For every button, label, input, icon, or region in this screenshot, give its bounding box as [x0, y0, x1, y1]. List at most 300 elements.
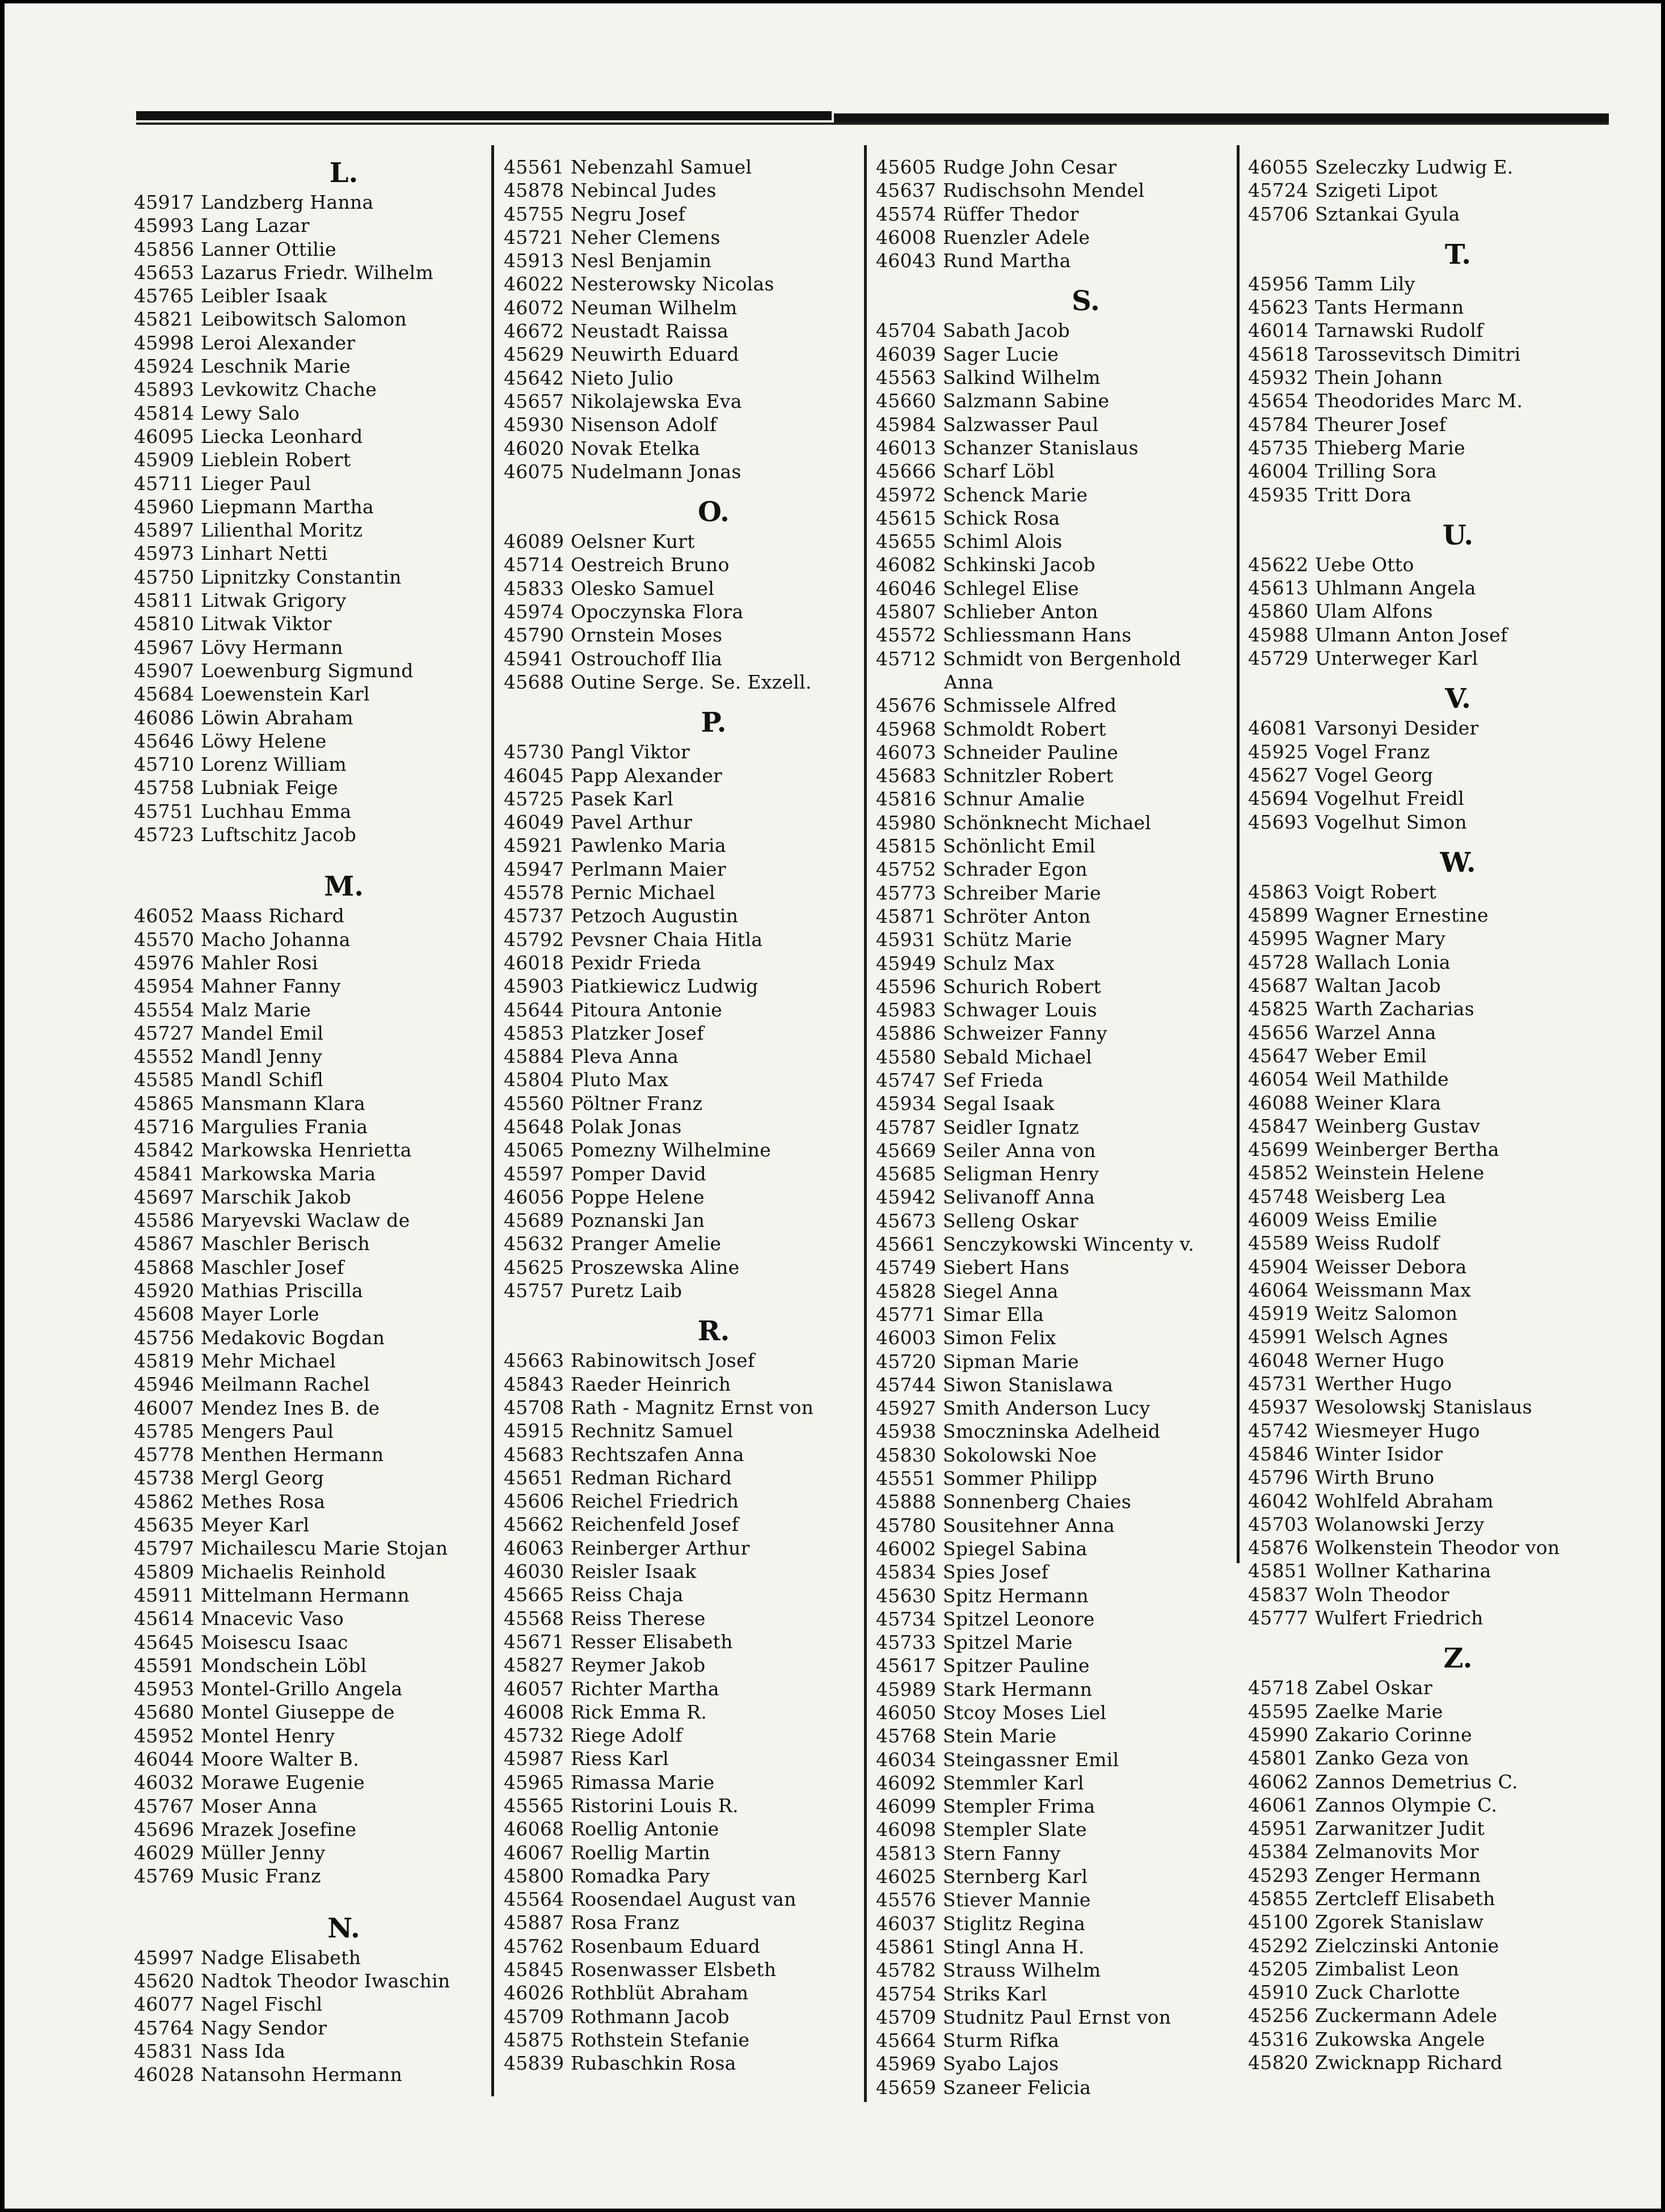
list-item [1248, 1231, 1617, 1255]
list-item [1248, 2004, 1617, 2027]
entry-number: 45580 [876, 1045, 937, 1068]
list-item [504, 343, 872, 366]
entry-name: Mendez Ines B. de [201, 1396, 380, 1419]
entry-name: Morawe Eugenie [201, 1771, 365, 1794]
entry-name: Stempler Frima [943, 1795, 1095, 1818]
entry-number: 45828 [876, 1280, 937, 1302]
entry-number: 45673 [876, 1209, 937, 1232]
list-item [876, 1631, 1245, 1654]
entry-number: 45552 [134, 1045, 195, 1068]
entry-number: 45765 [134, 285, 195, 307]
entry-name: Nadge Elisabeth [201, 1946, 361, 1969]
entry-name: Schnur Amalie [943, 788, 1085, 810]
list-item [134, 951, 503, 974]
list-item [1248, 1559, 1617, 1582]
entry-name: Ruenzler Adele [943, 226, 1090, 248]
list-item [1248, 1091, 1617, 1115]
entry-number: 46072 [504, 296, 564, 319]
entry-number: 45860 [1248, 600, 1309, 623]
entry-name: Schkinski Jacob [943, 554, 1095, 576]
entry-number: 45622 [1248, 553, 1309, 576]
entry-number: 45709 [876, 2006, 937, 2028]
entry-number: 45843 [504, 1373, 564, 1395]
entry-name: Zabel Oskar [1315, 1677, 1433, 1699]
list-item [134, 589, 503, 612]
list-item [1248, 1864, 1617, 1887]
entry-name: Syabo Lajos [943, 2053, 1059, 2075]
entry-number: 45856 [134, 238, 195, 260]
entry-name: Sef Frieda [943, 1069, 1044, 1091]
entry-number: 45941 [504, 647, 564, 670]
list-item [876, 881, 1245, 905]
list-item [1248, 810, 1617, 834]
list-item [504, 460, 872, 483]
list-item [1248, 1419, 1617, 1442]
entry-name: Reisler Isaak [571, 1560, 697, 1583]
entry-name: Schönknecht Michael [943, 811, 1152, 834]
list-item-continuation: Anna [944, 670, 994, 693]
entry-name: Theodorides Marc M. [1315, 390, 1523, 412]
list-item [504, 998, 872, 1021]
entry-name: Michailescu Marie Stojan [201, 1537, 448, 1560]
entry-number: 45819 [134, 1349, 195, 1372]
list-item [1248, 904, 1617, 927]
list-item [134, 636, 503, 659]
list-item [876, 787, 1245, 810]
list-item [876, 1232, 1245, 1256]
list-item [504, 553, 872, 576]
entry-name: Tarnawski Rudolf [1315, 319, 1483, 342]
entry-number: 45930 [504, 413, 564, 436]
list-item [504, 1373, 872, 1396]
list-item [504, 1771, 872, 1794]
list-item [1248, 1185, 1617, 1208]
list-item [504, 881, 872, 904]
entry-number: 46095 [134, 425, 195, 448]
entry-number: 46008 [504, 1700, 564, 1723]
entry-name: Schiml Alois [943, 530, 1063, 553]
entry-number: 45851 [1248, 1560, 1309, 1582]
entry-name: Salzmann Sabine [943, 390, 1110, 412]
entry-number: 45813 [876, 1842, 937, 1864]
entry-number: 45693 [1248, 810, 1309, 833]
entry-number: 45721 [504, 226, 564, 248]
entry-name: Nudelmann Jonas [571, 460, 741, 483]
entry-number: 46077 [134, 1993, 195, 2016]
list-item [1248, 1981, 1617, 2004]
list-item [134, 518, 503, 542]
list-item [876, 413, 1245, 436]
list-item [1248, 1700, 1617, 1723]
list-item [134, 1864, 503, 1888]
entry-name: Rothmann Jacob [571, 2005, 730, 2028]
entry-name: Zanko Geza von [1315, 1747, 1469, 1770]
list-item [134, 1115, 503, 1138]
entry-name: Ulam Alfons [1315, 600, 1433, 623]
entry-number: 45816 [876, 788, 937, 810]
entry-name: Pleva Anna [571, 1045, 679, 1068]
list-item [1248, 763, 1617, 787]
entry-number: 45967 [134, 636, 195, 658]
entry-number: 45960 [134, 495, 195, 518]
entry-number: 45917 [134, 191, 195, 213]
list-item [876, 2029, 1245, 2052]
list-item [876, 1303, 1245, 1326]
entry-number: 46014 [1248, 319, 1309, 342]
entry-number: 45853 [504, 1021, 564, 1044]
section-letter-heading: P. [701, 707, 727, 739]
entry-name: Spitzer Pauline [943, 1654, 1090, 1677]
list-item [876, 741, 1245, 764]
top-rule-left [136, 111, 832, 120]
entry-number: 45921 [504, 834, 564, 857]
entry-name: Liepmann Martha [201, 495, 374, 518]
entry-name: Reiss Chaja [571, 1584, 684, 1606]
list-item [876, 1771, 1245, 1795]
entry-number: 46064 [1248, 1278, 1309, 1301]
entry-name: Werner Hugo [1315, 1349, 1444, 1371]
list-item [1248, 1115, 1617, 1138]
list-item [504, 1396, 872, 1419]
entry-number: 45852 [1248, 1162, 1309, 1184]
entry-number: 46043 [876, 250, 937, 272]
list-item [1248, 1606, 1617, 1630]
list-item [1248, 436, 1617, 459]
entry-number: 45560 [504, 1092, 564, 1115]
entry-name: Reymer Jakob [571, 1654, 706, 1677]
list-item [134, 1162, 503, 1185]
entry-name: Wohlfeld Abraham [1315, 1489, 1494, 1512]
list-item [876, 436, 1245, 459]
entry-name: Maschler Josef [201, 1256, 344, 1278]
entry-number: 45661 [876, 1233, 937, 1256]
entry-number: 45956 [1248, 272, 1309, 295]
entry-number: 45728 [1248, 951, 1309, 973]
entry-number: 45997 [134, 1946, 195, 1969]
list-item [504, 2051, 872, 2075]
entry-name: Szigeti Lipot [1315, 179, 1438, 202]
entry-name: Rimassa Marie [571, 1771, 715, 1793]
list-item [1248, 1325, 1617, 1348]
list-item [1248, 1302, 1617, 1325]
entry-name: Salzwasser Paul [943, 413, 1099, 436]
entry-number: 45629 [504, 343, 564, 366]
entry-number: 45755 [504, 202, 564, 225]
entry-number: 45751 [134, 800, 195, 822]
list-item [504, 1841, 872, 1864]
section-letter-heading: W. [1440, 846, 1476, 879]
list-item [504, 1466, 872, 1489]
list-item [876, 1701, 1245, 1724]
entry-number: 45925 [1248, 740, 1309, 763]
entry-name: Lipnitzky Constantin [201, 565, 402, 588]
entry-name: Reinberger Arthur [571, 1536, 750, 1559]
entry-name: Schlegel Elise [943, 577, 1079, 600]
entry-number: 45927 [876, 1397, 937, 1420]
entry-number: 45990 [1248, 1723, 1309, 1746]
list-item [134, 1466, 503, 1489]
entry-name: Siebert Hans [943, 1256, 1070, 1279]
list-item [504, 834, 872, 857]
entry-name: Zuckermann Adele [1315, 2004, 1498, 2027]
entry-name: Pitoura Antonie [571, 998, 723, 1021]
list-item [1248, 319, 1617, 342]
list-item [876, 1209, 1245, 1232]
entry-number: 45676 [876, 694, 937, 717]
entry-name: Schneider Pauline [943, 741, 1119, 763]
list-item [876, 1420, 1245, 1443]
entry-number: 45820 [1248, 2051, 1309, 2074]
section-letter-heading: M. [324, 871, 364, 903]
list-item [876, 1724, 1245, 1747]
entry-number: 45846 [1248, 1442, 1309, 1465]
section-letter-heading: O. [698, 496, 730, 529]
entry-number: 45718 [1248, 1677, 1309, 1699]
list-item [134, 1443, 503, 1466]
entry-number: 46018 [504, 951, 564, 974]
entry-number: 45723 [134, 824, 195, 846]
list-item [1248, 1723, 1617, 1746]
entry-name: Piatkiewicz Ludwig [571, 975, 758, 998]
list-item [1248, 1442, 1617, 1466]
entry-number: 45708 [504, 1396, 564, 1419]
list-item [504, 787, 872, 810]
entry-name: Neuman Wilhelm [571, 296, 737, 319]
entry-name: Nikolajewska Eva [571, 390, 742, 412]
entry-number: 45847 [1248, 1115, 1309, 1137]
entry-number: 45801 [1248, 1747, 1309, 1770]
list-item [1248, 1161, 1617, 1184]
entry-name: Warth Zacharias [1315, 998, 1474, 1020]
list-item [1248, 623, 1617, 647]
list-item [1248, 576, 1617, 600]
entry-name: Maass Richard [201, 905, 345, 927]
entry-number: 46020 [504, 437, 564, 459]
entry-number: 45747 [876, 1069, 937, 1091]
entry-number: 45769 [134, 1865, 195, 1888]
entry-number: 45899 [1248, 904, 1309, 927]
entry-name: Schick Rosa [943, 506, 1060, 529]
entry-number: 46057 [504, 1677, 564, 1700]
list-item [134, 1490, 503, 1513]
list-item [134, 1045, 503, 1068]
entry-number: 46025 [876, 1865, 937, 1888]
entry-number: 45815 [876, 835, 937, 858]
entry-number: 45561 [504, 156, 564, 178]
list-item [876, 179, 1245, 202]
section [504, 155, 872, 483]
entry-number: 45648 [504, 1115, 564, 1138]
entry-number: 45595 [1248, 1700, 1309, 1723]
entry-name: Studnitz Paul Ernst von [943, 2006, 1171, 2028]
list-item [134, 238, 503, 261]
entry-name: Lilienthal Moritz [201, 519, 363, 542]
entry-number: 45845 [504, 1958, 564, 1981]
entry-number: 45974 [504, 601, 564, 623]
list-item [876, 717, 1245, 741]
entry-number: 45834 [876, 1561, 937, 1584]
list-item [504, 740, 872, 763]
entry-number: 45935 [1248, 483, 1309, 506]
entry-number: 45665 [504, 1584, 564, 1606]
entry-number: 45683 [504, 1443, 564, 1466]
list-item [134, 1795, 503, 1818]
entry-number: 46082 [876, 554, 937, 576]
entry-number: 45653 [134, 261, 195, 284]
section [134, 1911, 503, 2087]
entry-name: Nagy Sendor [201, 2016, 327, 2039]
entry-number: 45988 [1248, 623, 1309, 646]
list-item [504, 928, 872, 951]
entry-number: 46046 [876, 577, 937, 600]
entry-number: 45842 [134, 1139, 195, 1162]
entry-number: 45868 [134, 1256, 195, 1278]
section-letter-heading: S. [1072, 285, 1100, 318]
entry-number: 45293 [1248, 1864, 1309, 1886]
entry-number: 45780 [876, 1514, 937, 1536]
entry-name: Tamm Lily [1315, 272, 1415, 295]
entry-name: Michaelis Reinhold [201, 1560, 386, 1583]
entry-number: 45855 [1248, 1888, 1309, 1910]
entry-name: Pranger Amelie [571, 1232, 722, 1255]
entry-name: Meilmann Rachel [201, 1373, 370, 1396]
list-item [1248, 1466, 1617, 1489]
entry-number: 45696 [134, 1818, 195, 1840]
entry-name: Lieger Paul [201, 472, 311, 495]
entry-name: Leibowitsch Salomon [201, 308, 407, 331]
list-item [134, 472, 503, 495]
entry-name: Senczykowski Wincenty v. [943, 1233, 1195, 1256]
list-item [876, 2076, 1245, 2099]
entry-number: 45585 [134, 1069, 195, 1091]
entry-name: Salkind Wilhelm [943, 366, 1101, 389]
list-item [1248, 1793, 1617, 1817]
entry-number: 45738 [134, 1467, 195, 1489]
entry-name: Sternberg Karl [943, 1865, 1088, 1888]
entry-name: Voigt Robert [1315, 880, 1437, 903]
entry-name: Rüffer Thedor [943, 202, 1079, 225]
entry-name: Mandl Jenny [201, 1045, 323, 1068]
entry-name: Loewenburg Sigmund [201, 659, 414, 682]
section [876, 155, 1245, 272]
list-item [1248, 1044, 1617, 1067]
entry-name: Siwon Stanislawa [943, 1373, 1114, 1396]
column-3 [876, 155, 1245, 2099]
list-item [134, 753, 503, 776]
entry-number: 45931 [876, 928, 937, 951]
list-item [876, 1092, 1245, 1115]
entry-number: 45821 [134, 308, 195, 331]
list-item [876, 1467, 1245, 1490]
entry-name: Löwy Helene [201, 729, 327, 752]
entry-number: 45684 [134, 683, 195, 706]
entry-number: 46049 [504, 811, 564, 834]
entry-name: Wolanowski Jerzy [1315, 1513, 1485, 1535]
list-item [134, 565, 503, 589]
entry-name: Smith Anderson Lucy [943, 1397, 1150, 1420]
list-item [504, 1653, 872, 1677]
entry-number: 45731 [1248, 1373, 1309, 1395]
entry-number: 45837 [1248, 1583, 1309, 1606]
entry-name: Schweizer Fanny [943, 1022, 1107, 1045]
entry-number: 46002 [876, 1537, 937, 1560]
list-item [876, 694, 1245, 717]
list-item [504, 1513, 872, 1536]
entry-name: Oelsner Kurt [571, 530, 695, 553]
entry-name: Wiesmeyer Hugo [1315, 1419, 1480, 1442]
entry-name: Strauss Wilhelm [943, 1959, 1101, 1982]
entry-name: Nagel Fischl [201, 1993, 323, 2016]
entry-name: Oestreich Bruno [571, 554, 730, 576]
list-item [134, 1185, 503, 1209]
entry-name: Müller Jenny [201, 1842, 326, 1864]
list-item [134, 1396, 503, 1420]
entry-name: Rosenwasser Elsbeth [571, 1958, 777, 1981]
entry-number: 46073 [876, 741, 937, 763]
entry-number: 45987 [504, 1747, 564, 1770]
entry-name: Schönlicht Emil [943, 835, 1096, 858]
entry-number: 45635 [134, 1514, 195, 1536]
entry-number: 45646 [134, 729, 195, 752]
entry-number: 45706 [1248, 202, 1309, 225]
list-item [504, 810, 872, 834]
entry-number: 45565 [504, 1795, 564, 1817]
entry-number: 45720 [876, 1350, 937, 1373]
list-item [504, 437, 872, 460]
entry-number: 45841 [134, 1162, 195, 1185]
entry-number: 45865 [134, 1092, 195, 1115]
entry-name: Wagner Mary [1315, 927, 1446, 950]
list-item [504, 1607, 872, 1630]
list-item [504, 226, 872, 249]
entry-name: Litwak Viktor [201, 613, 332, 635]
entry-number: 45993 [134, 214, 195, 237]
entry-number: 46048 [1248, 1349, 1309, 1371]
entry-number: 45578 [504, 881, 564, 904]
entry-number: 45564 [504, 1888, 564, 1911]
entry-name: Schmoldt Robert [943, 717, 1106, 740]
entry-number: 45617 [876, 1654, 937, 1677]
entry-name: Zarwanitzer Judit [1315, 1817, 1485, 1840]
list-item [876, 975, 1245, 998]
entry-name: Woln Theodor [1315, 1583, 1449, 1606]
column-2 [504, 155, 872, 2075]
section [1248, 681, 1617, 833]
list-item [876, 506, 1245, 530]
entry-name: Montel Henry [201, 1724, 335, 1747]
list-item [1248, 366, 1617, 389]
entry-number: 45727 [134, 1021, 195, 1044]
entry-number: 45663 [504, 1349, 564, 1372]
list-item [504, 764, 872, 787]
list-item [134, 1700, 503, 1724]
entry-number: 45725 [504, 787, 564, 810]
entry-name: Lövy Hermann [201, 636, 343, 658]
list-item [876, 249, 1245, 272]
list-item [1248, 1746, 1617, 1770]
entry-number: 45884 [504, 1045, 564, 1068]
entry-name: Rick Emma R. [571, 1700, 707, 1723]
list-item [876, 1280, 1245, 1303]
entry-name: Pexidr Frieda [571, 951, 702, 974]
list-item [876, 1912, 1245, 1935]
entry-number: 46068 [504, 1818, 564, 1840]
entry-number: 45657 [504, 390, 564, 412]
entry-number: 45777 [1248, 1607, 1309, 1630]
entry-number: 45749 [876, 1256, 937, 1279]
list-item [876, 1396, 1245, 1420]
entry-name: Schenck Marie [943, 483, 1088, 506]
